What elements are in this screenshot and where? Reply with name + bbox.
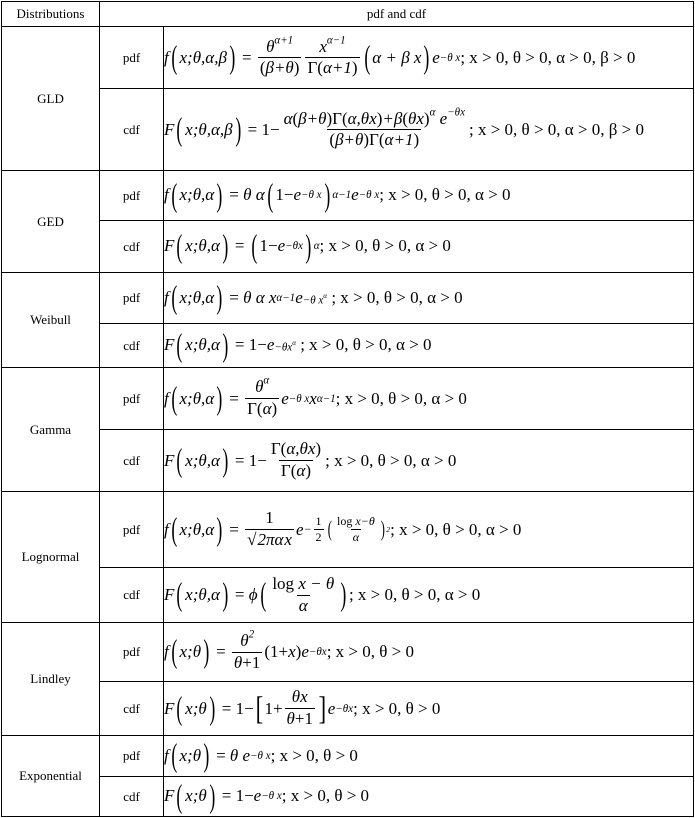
- pdf-label: pdf: [100, 171, 164, 221]
- header-row: [2, 2, 694, 27]
- cdf-label: cdf: [100, 324, 164, 368]
- table-row: [2, 273, 694, 324]
- cdf-formula: F ( x;θ,α ) = 1− e $-\theta x^\alpha$ ; x > 0, θ > 0, α > 0: [164, 324, 694, 368]
- pdf-condition: ; x > 0, θ > 0, α > 0: [335, 388, 467, 408]
- pdf-formula: f ( x;θ,α ) = θ α x α−1 e −θ $x^\alpha$ ; x > 0, θ > 0, α > 0: [164, 273, 694, 324]
- pdf-label: pdf: [100, 736, 164, 777]
- cdf-condition: ; x > 0, θ > 0, α > 0, β > 0: [468, 119, 645, 139]
- table-row: [2, 568, 694, 623]
- pdf-label: pdf: [100, 368, 164, 430]
- distribution-name: Weibull: [2, 273, 100, 368]
- cdf-formula: F ( x;θ,α ) = ( 1− e −θx ) α ; x > 0, θ > 0, α > 0: [164, 221, 694, 273]
- cdf-formula: F ( x;θ ) = 1− e −θ x ; x > 0, θ > 0: [164, 777, 694, 817]
- distribution-name: Lindley: [2, 623, 100, 736]
- distribution-name: GED: [2, 171, 100, 273]
- pdf-formula: f ( x;θ,α ) = $\frac{1}{\text{√2παx}}$ e − $\frac{1}{2}$ ( $\frac{\text{log x−θ}}{\alpha}$ ) 2 ; x > 0, θ > 0, α > 0: [164, 492, 694, 568]
- table-row: [2, 492, 694, 568]
- pdf-condition: ; x > 0, θ > 0: [270, 745, 358, 765]
- pdf-label: pdf: [100, 623, 164, 682]
- cdf-condition: ; x > 0, θ > 0, α > 0: [325, 450, 457, 470]
- cdf-formula: F ( x;θ,α ) = ϕ ( $\frac{\text{log x − θ}}{\alpha}$ ) ; x > 0, θ > 0, α > 0: [164, 568, 694, 623]
- table-row: [2, 430, 694, 492]
- pdf-formula: f ( x;θ,α ) = $\frac{\theta^\alpha}{\Gamma(\alpha)}$ e −θ x x α−1 ; x > 0, θ > 0, α > 0: [164, 368, 694, 430]
- table-row: [2, 623, 694, 682]
- table-row: [2, 27, 694, 89]
- cdf-label: cdf: [100, 430, 164, 492]
- table-row: [2, 682, 694, 736]
- pdf-formula: f ( x;θ ) = $\frac{\theta^2}{\theta+1}$ (1+ x ) e −θx ; x > 0, θ > 0: [164, 623, 694, 682]
- pdf-condition: ; x > 0, θ > 0, α > 0: [390, 519, 522, 539]
- cdf-condition: ; x > 0, θ > 0, α > 0: [300, 335, 432, 355]
- table-row: [2, 89, 694, 171]
- pdf-formula: f ( x;θ,α ) = θ α ( 1− e −θ x ) α−1 e −θ x ; x > 0, θ > 0, α > 0: [164, 171, 694, 221]
- table-row: [2, 736, 694, 777]
- pdf-label: pdf: [100, 273, 164, 324]
- pdf-condition: ; x > 0, θ > 0, α > 0, β > 0: [460, 47, 636, 67]
- header-pdf-cdf: pdf and cdf: [100, 2, 694, 27]
- cdf-condition: ; x > 0, θ > 0, α > 0: [319, 236, 451, 256]
- table-row: [2, 171, 694, 221]
- distribution-name: Gamma: [2, 368, 100, 492]
- cdf-condition: ; x > 0, θ > 0: [353, 698, 441, 718]
- pdf-label: pdf: [100, 27, 164, 89]
- pdf-condition: ; x > 0, θ > 0, α > 0: [379, 185, 511, 205]
- pdf-label: pdf: [100, 492, 164, 568]
- cdf-condition: ; x > 0, θ > 0: [281, 786, 370, 806]
- cdf-label: cdf: [100, 682, 164, 736]
- distribution-name: GLD: [2, 27, 100, 171]
- pdf-formula: f ( x;θ,α,β ) = $\frac{\theta^{\alpha+1}}{(\beta+\theta)}$ $\frac{x^{\alpha-1}}{\Gamma(\alpha+1)}$ ( α + β x ) e −θ x ; x > 0, θ > 0, α > 0, β > 0: [164, 27, 694, 89]
- cdf-formula: F ( x;θ,α ) = 1− $\frac{\Gamma(\alpha,\theta x)}{\Gamma(\alpha)}$ ; x > 0, θ > 0, α > 0: [164, 430, 694, 492]
- cdf-label: cdf: [100, 568, 164, 623]
- table-row: [2, 324, 694, 368]
- header-distributions: Distributions: [2, 2, 100, 27]
- pdf-condition: ; x > 0, θ > 0: [326, 642, 414, 661]
- cdf-label: cdf: [100, 221, 164, 273]
- table-row: [2, 777, 694, 817]
- cdf-formula: F ( x;θ,α,β ) = 1− $\frac{\alpha(\beta+\theta)\Gamma(\alpha,\theta x)+\beta(\theta x)^\alpha e^{-\theta x}}{(\beta+\theta)\Gamma(\alpha+1)}$ ; x > 0, θ > 0, α > 0, β > 0: [164, 89, 694, 171]
- table-row: [2, 221, 694, 273]
- cdf-label: cdf: [100, 777, 164, 817]
- distributions-table: [1, 1, 694, 817]
- cdf-condition: ; x > 0, θ > 0, α > 0: [348, 585, 481, 604]
- pdf-formula: f ( x;θ ) = θ e −θ x ; x > 0, θ > 0: [164, 736, 694, 777]
- distribution-name: Lognormal: [2, 492, 100, 623]
- table-row: [2, 368, 694, 430]
- distribution-name: Exponential: [2, 736, 100, 817]
- pdf-condition: ; x > 0, θ > 0, α > 0: [331, 287, 463, 307]
- cdf-formula: F ( x;θ ) = 1− [ 1+ $\frac{\theta x}{\theta+1}$ ] e −θx ; x > 0, θ > 0: [164, 682, 694, 736]
- cdf-label: cdf: [100, 89, 164, 171]
